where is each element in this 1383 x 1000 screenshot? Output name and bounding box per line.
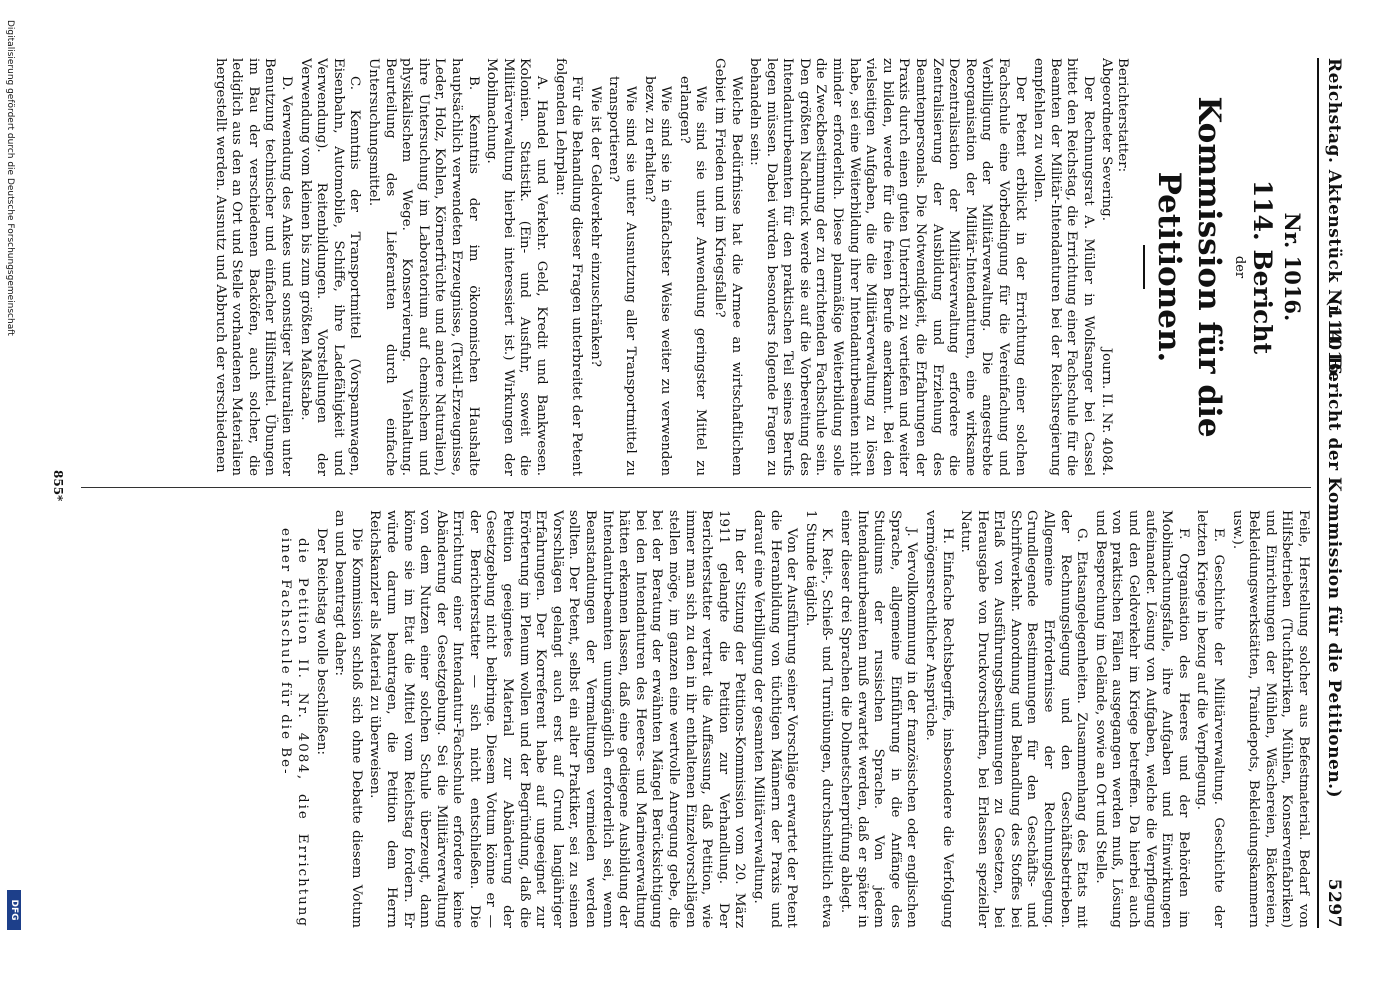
title-rule — [1143, 245, 1145, 289]
paragraph: Der Petent erblickt in der Errichtung einer solchen Fachschule eine Vorbedingung für die Vereinfachung und Verbilligung der Militärverwaltung. Die angestrebte Reorganisation der Militär-Intendanturen, eine wirksame Dezentralisation der Militärverwaltung erfordere die Zentralisierung der Ausbildung und Erziehung des Beamtenpersonals. Die Notwendigkeit, die Erfahrungen der Praxis durch einen guten Unterricht zu vertiefen und weiter zu bilden, werde für die freien Berufe anerkannt. Bei den vielseitigen Aufgaben, die die Militärverwaltung zu lösen habe, sei eine Weiterbildung ihrer Intendanturbeamten nicht minder erforderlich. Diese planmäßige Weiterbildung solle die Zweckbestimmung der zu errichtenden Fachschule sein. Den größten Nachdruck werde sie auf die Vorbereitung des Intendanturbeamten für den praktischen Teil seines Berufs legen müssen. Dabei würden besonders folgende Fragen zu behandeln sein: — [747, 58, 1028, 476]
header-left: Reichstag. Aktenstück Nr. 1016. — [1324, 58, 1344, 382]
paragraph: Der Rechnungsrat A. Müller in Wolfsanger bei Cassel bittet den Reichstag, die Errichtung einer Fachschule für die Beamten der Militär-Intendanturen bei der Reichsregierung empfehlen zu wollen. — [1031, 58, 1096, 476]
resolution-text: die Petition II. Nr. 4084, die Errichtung einer Fachschule für die Be- — [278, 528, 310, 928]
question: Wie sind sie unter Ausnutzung aller Transportmittel zu transportieren? — [606, 76, 638, 476]
petition-reference: Journ. II. Nr. 4084. — [1099, 347, 1114, 476]
curriculum-item: F. Organisation des Heeres und der Behörden im Mobilmachungsfalle, ihre Aufgaben und Einwirkungen aufeinander. Lösung von Aufgaben, welche die Verpflegung und den Geldverkehr im Kriege betreffen. Da hierbei auch von praktischen Fällen ausgegangen werden muß, Lösung und Besprechung im Gelände, sowie an Ort und Stelle. — [1092, 510, 1191, 928]
header-rule — [1317, 58, 1319, 928]
petition-row — [1096, 58, 1114, 476]
berichterstatter-label: Berichterstatter: — [1115, 58, 1130, 173]
dfg-logo: DFG — [7, 890, 21, 930]
curriculum-item: C. Kenntnis der Transportmittel (Vorspannwagen, Eisenbahn, Automobile, Schiffe, ihre Ladefähigkeit und Verwendung). Reitenbildungen. Vorstellungen der Verwendung vom kleinen bis zum größten Maßstabe. — [297, 58, 363, 476]
paragraph: In der Sitzung der Petitions-Kommission vom 20. März 1911 gelangte die Petition zur Verhandlung. Der Berichterstatter vertrat die Auffassung, daß Petition, wie immer man sich zu den in ihr enthaltenen Einzelvorschlägen stellen möge, im ganzen eine wertvolle Anregung gebe, die bei der Beratung der erwähnten Mängel Berücksichtigung bei den Intendanturen des Heeres- und Marineverwaltung hätten erkennen lassen, daß eine gediegene Ausbildung der Intendanturbeamten unumgänglich erforderlich sei, wenn Beanstandungen der Vermaltungen vermieden werden sollten. Der Petent, selbst ein alter Praktiker, sei zu seinen Vorschlägen gelangt auch erst auf Grund langjähriger Erfahrungen. Der Korreferent habe auf ungeeignet zur Erörterung im Plenum wollen und der Begründung, daß die Petition geeignetes Material zur Abänderung der Gesetzgebung nicht beibringe. Diesem Votum könne er — der Berichterstatter — sich nicht entschließen. Die Errichtung einer Intendantur-Fachschule erfordere keine Abänderung der Gesetzgebung. Sei die Militärverwaltung von dem Nutzen einer solchen Schule überzeugt, dann könne sie im Etat die Mittel vom Reichstag fordern. Er würde darum beantragen, die Petition dem Herrn Reichskanzler als Material zu überweisen. — [367, 510, 748, 928]
curriculum-item: A. Handel und Verkehr. Geld, Kredit und Bankwesen. Kolonien. Statistik. (Ein- und Ausfuhr, soweit die Militärverwaltung hierbei interessiert ist.) Wirkungen der Mobilmachung. — [484, 58, 549, 476]
paragraph: Feile, Herstellung solcher aus Befestmaterial. Bedarf von Hilfsbetrieben (Tuchfabriken, Mühlen, Konservenfabriken) und Einrichtungen der Mühlen, Wäschereien, Bäckereien, Bekleidungswerkstätten, Traindepots, Bekleidungskammern usw.). — [1229, 510, 1311, 928]
right-column — [91, 510, 1311, 928]
curriculum-item: B. Kenntnis der im ökonomischen Haushalte hauptsächlich verwendeten Erzeugnisse, (Textil-Erzeugnisse, Leder, Holz, Kohlen, Körnerfrüchte und andere Naturalien), ihre Untersuchung im Laboratorium auf chemischem und physikalischem Wege. Konservierung. Viehhaltung. Beurteilung des Lieferanten durch einfache Untersuchungsmittel. — [366, 58, 481, 476]
question: Wie sind sie unter Anwendung geringster Mittel zu erlangen? — [676, 76, 709, 476]
curriculum-item: D. Verwendung des Ankes und sonstiger Naturalien unter Benutzung technischer und einfacher Hilfsmittel. Übungen im Bau der verschiedenen Backöfen, auch solcher, die lediglich aus den an Ort und Stelle vorhandenen Materialien hergestellt werden. Ausnutz und Abbruch der verschiedenen — [212, 58, 295, 476]
curriculum-item: G. Etatsangelegenheiten. Zusammenhang des Etats mit der Rechnungslegung und den Geschäftsbetrieben. Allgemeine Erfordernisse der Rechnungslegung. Grundlegende Bestimmungen für den Geschäfts- und Schriftverkehr. Anordnung und Behandlung des Stoffes bei Erlaß von Ausführungsbestimmungen zu Gesetzen, bei Herausgabe von Druckvorschriften, bei Erlassen spezieller Natur. — [958, 510, 1090, 928]
paragraph: Welche Bedürfnisse hat die Armee an wirtschaftlichem Gebiet im Frieden und im Kriegsfalle? — [711, 58, 744, 476]
curriculum-item: H. Einfache Rechtsbegriffe, insbesondere die Verfolgung vermögensrechtlicher Ansprüche. — [922, 510, 955, 928]
document-number: Nr. 1016. — [1280, 212, 1305, 322]
curriculum-item: E. Geschichte der Militärverwaltung. Geschichte der letzten Kriege in bezug auf die Verpflegung. — [1194, 510, 1227, 928]
paragraph: Für die Behandlung dieser Fragen unterbreitet der Petent folgenden Lehrplan: — [552, 58, 585, 476]
digitization-note: Digitalisierung gefördert durch die Deutsche Forschungsgemeinschaft — [5, 20, 15, 336]
header-center: (114. Bericht der Kommission für die Petitionen.) — [1324, 298, 1344, 799]
column-divider — [81, 487, 1311, 488]
question: Wie sind sie in einfachster Weise weiter zu verwenden bezw. zu erhalten? — [641, 76, 674, 476]
der-word: der — [1232, 255, 1247, 279]
page-number: 5297 — [1324, 878, 1344, 928]
report-number: 114. Bericht — [1248, 179, 1277, 355]
left-column — [91, 58, 1311, 476]
paragraph: Die Kommission schloß sich ohne Debatte diesem Votum an und beantragt daher: — [332, 510, 364, 928]
paragraph: Von der Ausführung seiner Vorschläge erwartet der Petent die Heranbildung von tüchtigen Männern der Praxis und darauf eine Verbilligung der gesamten Militärverwaltung. — [751, 510, 800, 928]
berichterstatter-name: Abgeordneter Severing. — [1099, 58, 1114, 222]
sheet-mark: 855* — [51, 470, 65, 502]
curriculum-item: J. Vervollkommnung in der französischen oder englischen Sprache, allgemeine Einführung in die Anfänge des Studiums der russischen Sprache. Von jedem Intendanturbeamten muß erwartet werden, daß er später in einer dieser drei Sprachen die Dolmetscherprüfung ablegt. — [837, 510, 920, 928]
page-header — [1322, 58, 1348, 928]
question: Wie ist der Geldverkehr einzuschränken? — [587, 86, 603, 367]
page-title: Kommission für die Petitionen. — [1151, 96, 1227, 438]
resolution-intro: Der Reichstag wolle beschließen: — [313, 528, 329, 756]
curriculum-item: K. Reit-, Schieß- und Turnübungen, durchschnittlich etwa 1 Stunde täglich. — [802, 510, 835, 928]
